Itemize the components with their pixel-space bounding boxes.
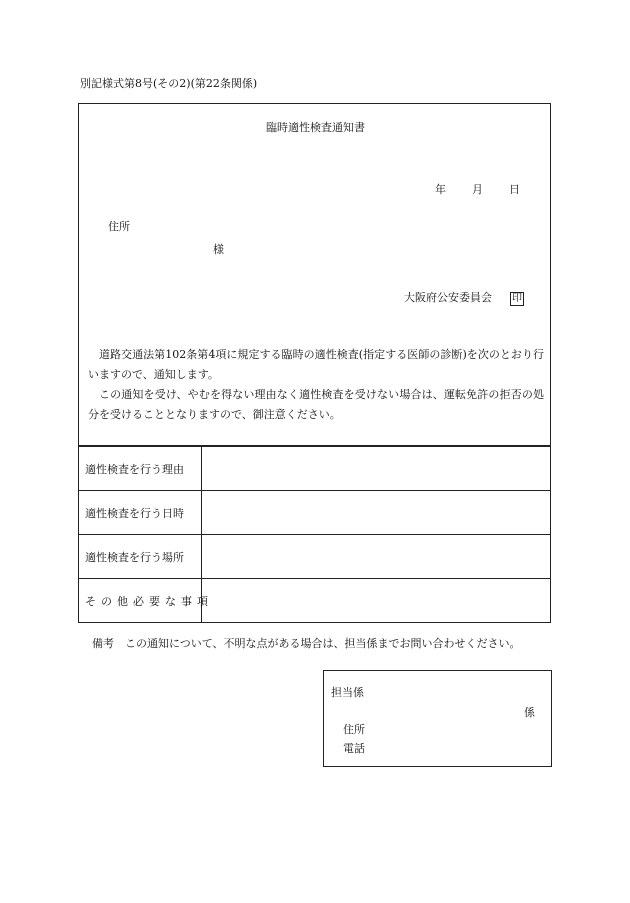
table-row	[79, 535, 551, 579]
row-label-datetime: 適性検査を行う日時	[79, 491, 202, 535]
table-row	[79, 579, 551, 623]
issuer	[404, 292, 524, 306]
body-paragraph: 道路交通法第102条第4項に規定する臨時の適性検査(指定する医師の診断)を次のとおり行いますので、通知します。	[88, 348, 544, 381]
table-row	[79, 447, 551, 491]
issuer-name: 大阪府公安委員会	[404, 291, 492, 304]
body-paragraph: この通知を受け、やむを得ない理由なく適性検査を受けない場合は、運転免許の拒否の処分を受けることとなりますので、御注意ください。	[88, 388, 544, 421]
contact-section-suffix: 係	[524, 706, 535, 719]
seal-mark: 印	[512, 293, 522, 304]
form-number-label: 別記様式第8号(その2)(第22条関係)	[80, 77, 258, 90]
day-label: 日	[509, 183, 520, 196]
month-label: 月	[472, 183, 483, 196]
recipient-honorific: 様	[213, 243, 224, 256]
recipient-address-label: 住所	[108, 220, 130, 233]
row-label-place: 適性検査を行う場所	[79, 535, 202, 579]
notice-box	[78, 103, 551, 446]
contact-address-label: 住所	[343, 723, 365, 736]
row-value-other	[202, 579, 551, 623]
row-value-reason	[202, 447, 551, 491]
row-value-place	[202, 535, 551, 579]
contact-phone-label: 電話	[343, 742, 365, 755]
contact-box	[323, 670, 552, 767]
contact-title: 担当係	[331, 686, 364, 699]
row-value-datetime	[202, 491, 551, 535]
table-row	[79, 491, 551, 535]
year-label: 年	[435, 183, 446, 196]
notice-body	[88, 345, 544, 425]
remarks-note: 備考 この通知について、不明な点がある場合は、担当係までお問い合わせください。	[92, 637, 521, 650]
inspection-details-table	[78, 446, 551, 623]
row-label-reason: 適性検査を行う理由	[79, 447, 202, 491]
date-row	[435, 184, 520, 195]
row-label-other: その他必要な事項	[79, 579, 202, 623]
document-title: 臨時適性検査通知書	[266, 121, 365, 134]
